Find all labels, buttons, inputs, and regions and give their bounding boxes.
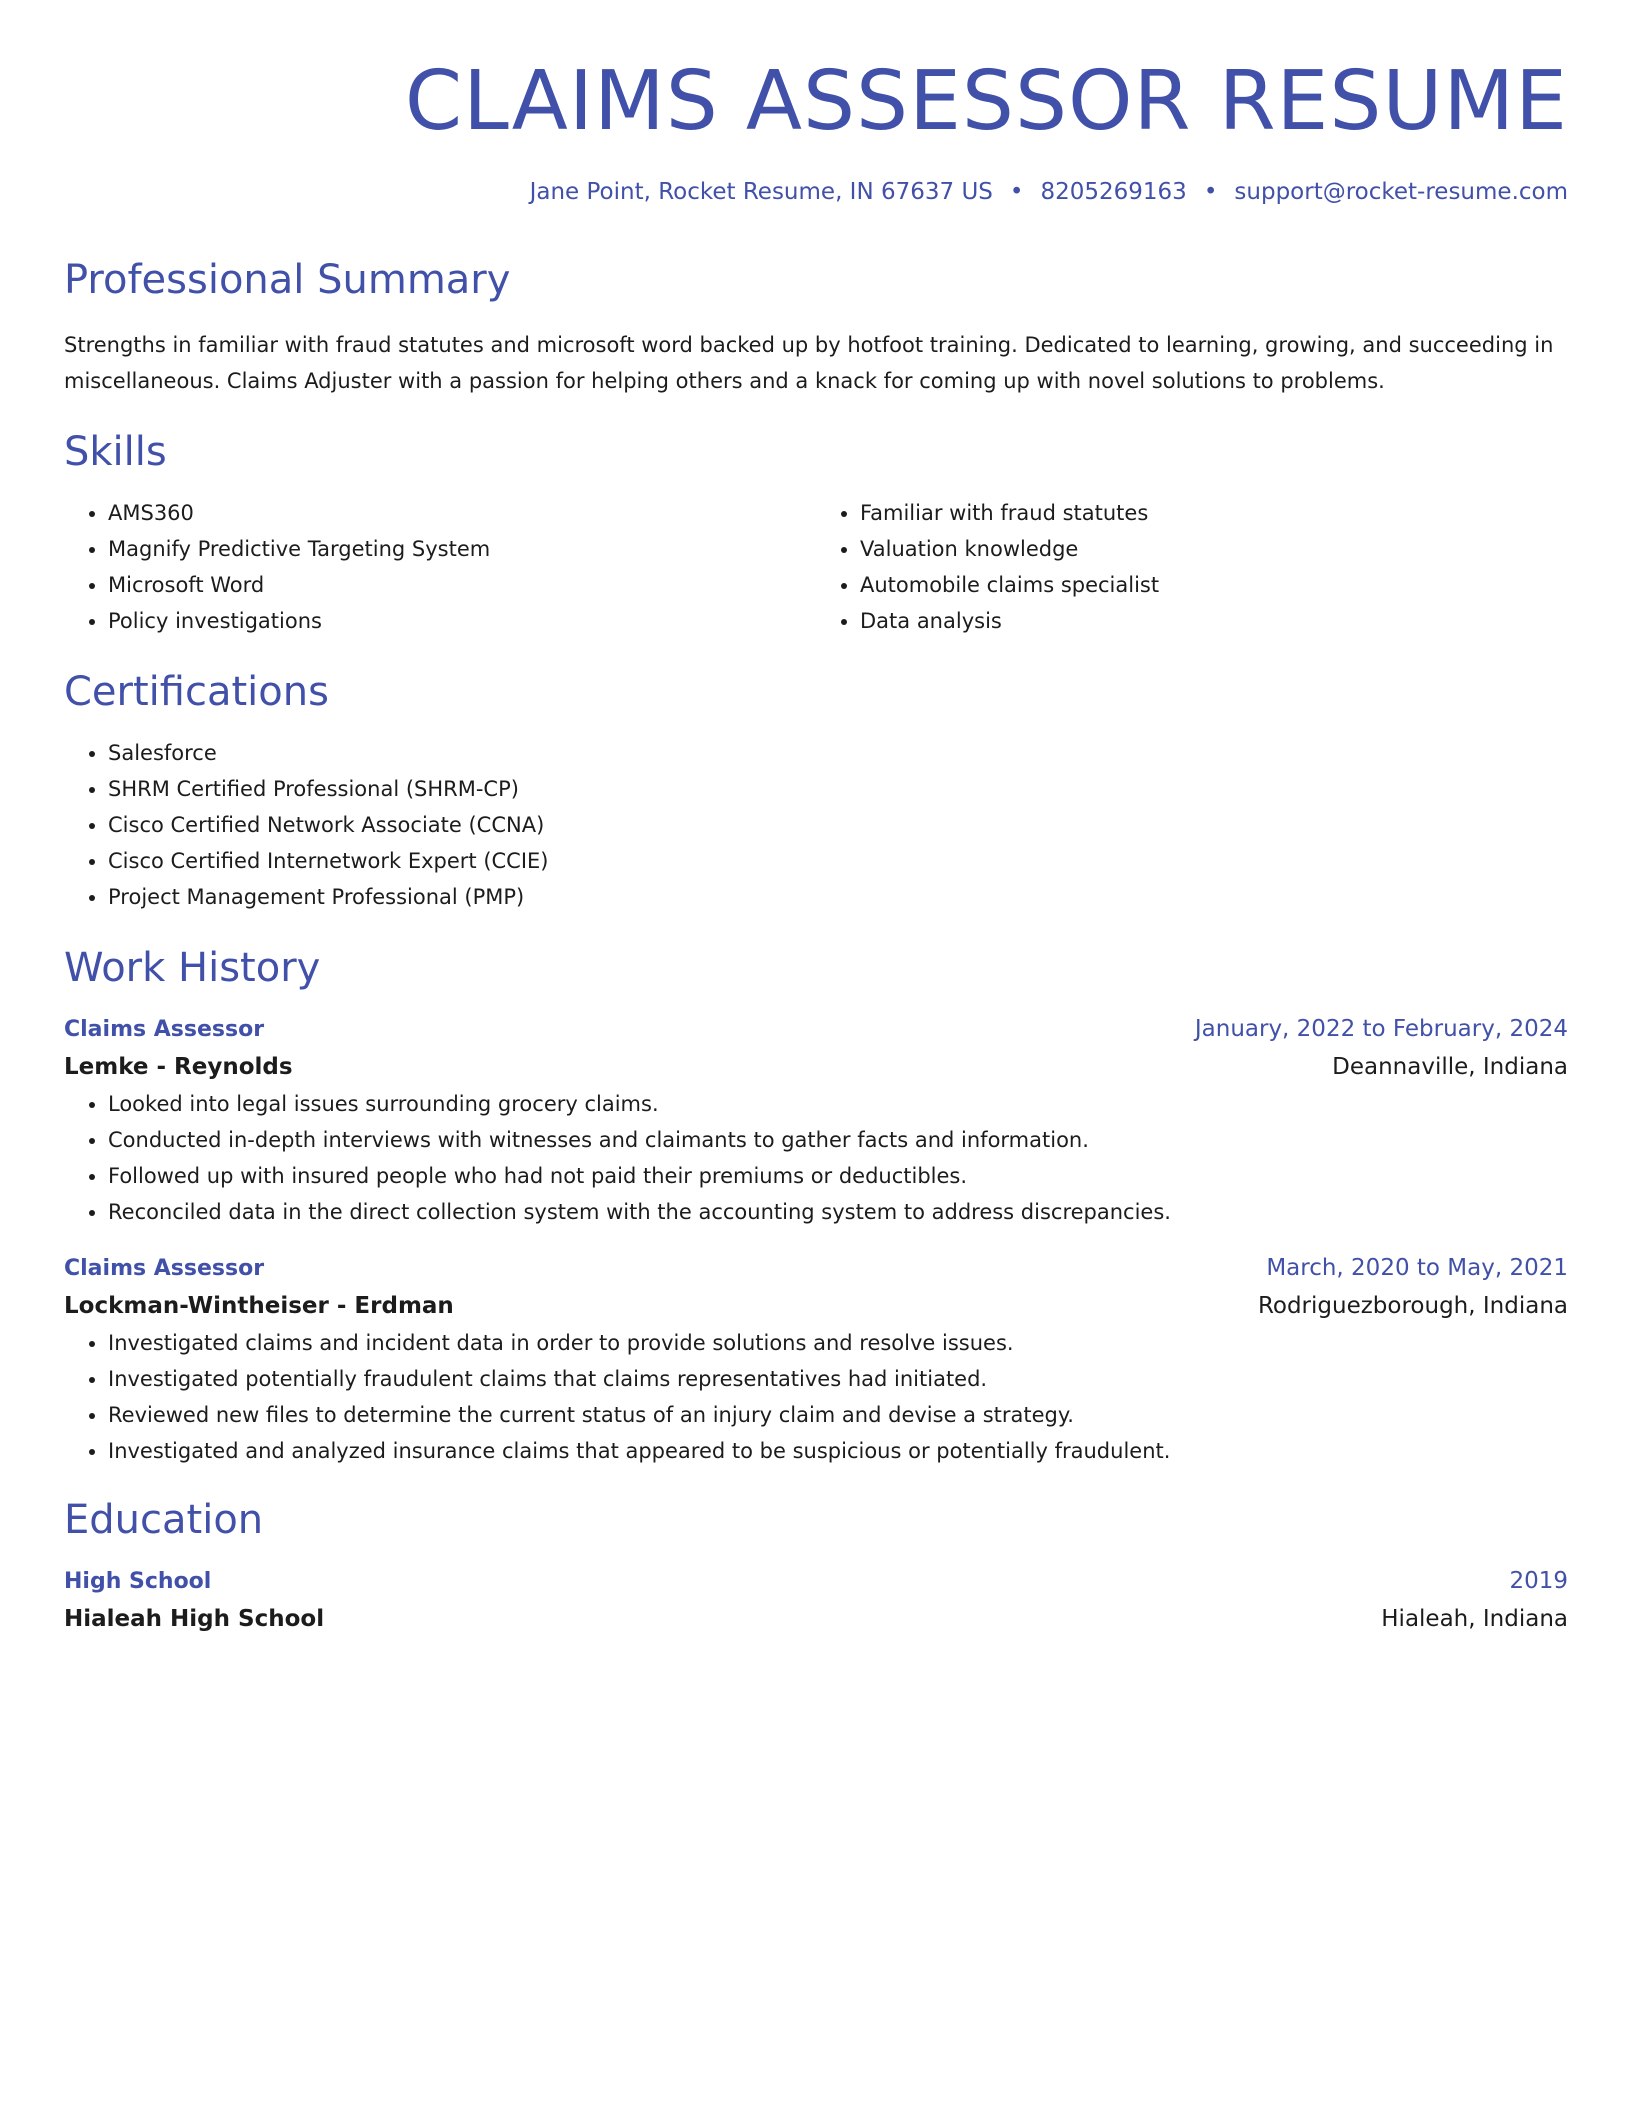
skill-item: • Familiar with fraud statutes — [860, 495, 1568, 531]
certification-item: • Project Management Professional (PMP) — [108, 879, 1568, 915]
section-heading-work-history: Work History — [64, 945, 321, 991]
job-duties-list — [64, 1325, 1568, 1469]
skill-item: • Automobile claims specialist — [860, 567, 1568, 603]
job-duty-item: • Investigated claims and incident data in order to provide solutions and resolve issues. — [108, 1325, 1568, 1361]
job-location: Deannaville, Indiana — [1332, 1054, 1568, 1080]
contact-email: support@rocket-resume.com — [1234, 179, 1568, 205]
certification-item: • Cisco Certified Network Associate (CCNA) — [108, 807, 1568, 843]
skill-item: • Data analysis — [860, 603, 1568, 639]
education-location: Hialeah, Indiana — [1381, 1606, 1568, 1632]
job-duty-item: • Reconciled data in the direct collection system with the accounting system to address discrepancies. — [108, 1194, 1568, 1230]
education-entry — [64, 1563, 1568, 1638]
section-heading-education: Education — [64, 1497, 264, 1543]
job-duty-item: • Investigated and analyzed insurance claims that appeared to be suspicious or potentially fraudulent. — [108, 1433, 1568, 1469]
job-employer-row — [64, 1048, 1568, 1086]
education-header-row — [64, 1563, 1568, 1600]
job-header-row — [64, 1011, 1568, 1048]
skill-item: • Valuation knowledge — [860, 531, 1568, 567]
skills-column-right — [816, 495, 1568, 639]
contact-phone: 8205269163 — [1040, 179, 1187, 205]
contact-separator: • — [1009, 179, 1024, 205]
skills-list — [64, 495, 1568, 639]
contact-line — [64, 176, 1568, 208]
section-heading-summary: Professional Summary — [64, 257, 511, 303]
certification-item: • Cisco Certified Internetwork Expert (CCIE) — [108, 843, 1568, 879]
skill-item: • AMS360 — [108, 495, 816, 531]
contact-separator: • — [1203, 179, 1218, 205]
skill-item: • Microsoft Word — [108, 567, 816, 603]
job-duty-item: • Conducted in-depth interviews with witnesses and claimants to gather facts and information. — [108, 1122, 1568, 1158]
job-title: Claims Assessor — [64, 1017, 265, 1042]
education-degree: High School — [64, 1569, 212, 1594]
job-duties-list — [64, 1086, 1568, 1230]
job-entry — [64, 1250, 1568, 1469]
certification-item: • SHRM Certified Professional (SHRM-CP) — [108, 771, 1568, 807]
skill-item: • Policy investigations — [108, 603, 816, 639]
job-employer: Lemke - Reynolds — [64, 1054, 293, 1080]
job-employer: Lockman-Wintheiser - Erdman — [64, 1293, 454, 1319]
job-entry — [64, 1011, 1568, 1230]
summary-text: Strengths in familiar with fraud statutes and microsoft word backed up by hotfoot training. Dedicated to learning, growing, and succeeding in miscellaneous. Claims Adjuster with a passion for helping others and a knack for coming up with novel solutions to problems. — [64, 333, 1554, 393]
section-heading-skills: Skills — [64, 429, 167, 475]
resume-title: CLAIMS ASSESSOR RESUME — [404, 54, 1568, 149]
job-duty-item: • Investigated potentially fraudulent claims that claims representatives had initiated. — [108, 1361, 1568, 1397]
job-title: Claims Assessor — [64, 1256, 265, 1281]
job-duty-item: • Followed up with insured people who had not paid their premiums or deductibles. — [108, 1158, 1568, 1194]
job-dates: March, 2020 to May, 2021 — [1266, 1255, 1568, 1281]
section-heading-certifications: Certifications — [64, 669, 329, 715]
skill-item: • Magnify Predictive Targeting System — [108, 531, 816, 567]
job-dates: January, 2022 to February, 2024 — [1194, 1016, 1568, 1042]
education-year: 2019 — [1509, 1568, 1568, 1594]
job-location: Rodriguezborough, Indiana — [1257, 1293, 1568, 1319]
certification-item: • Salesforce — [108, 735, 1568, 771]
job-duty-item: • Reviewed new files to determine the current status of an injury claim and devise a strategy. — [108, 1397, 1568, 1433]
skills-column-left — [64, 495, 816, 639]
job-duty-item: • Looked into legal issues surrounding grocery claims. — [108, 1086, 1568, 1122]
job-employer-row — [64, 1287, 1568, 1325]
education-school-row — [64, 1600, 1568, 1638]
job-header-row — [64, 1250, 1568, 1287]
education-school: Hialeah High School — [64, 1606, 325, 1632]
certifications-list — [64, 735, 1568, 915]
contact-address: Jane Point, Rocket Resume, IN 67637 US — [529, 179, 993, 205]
